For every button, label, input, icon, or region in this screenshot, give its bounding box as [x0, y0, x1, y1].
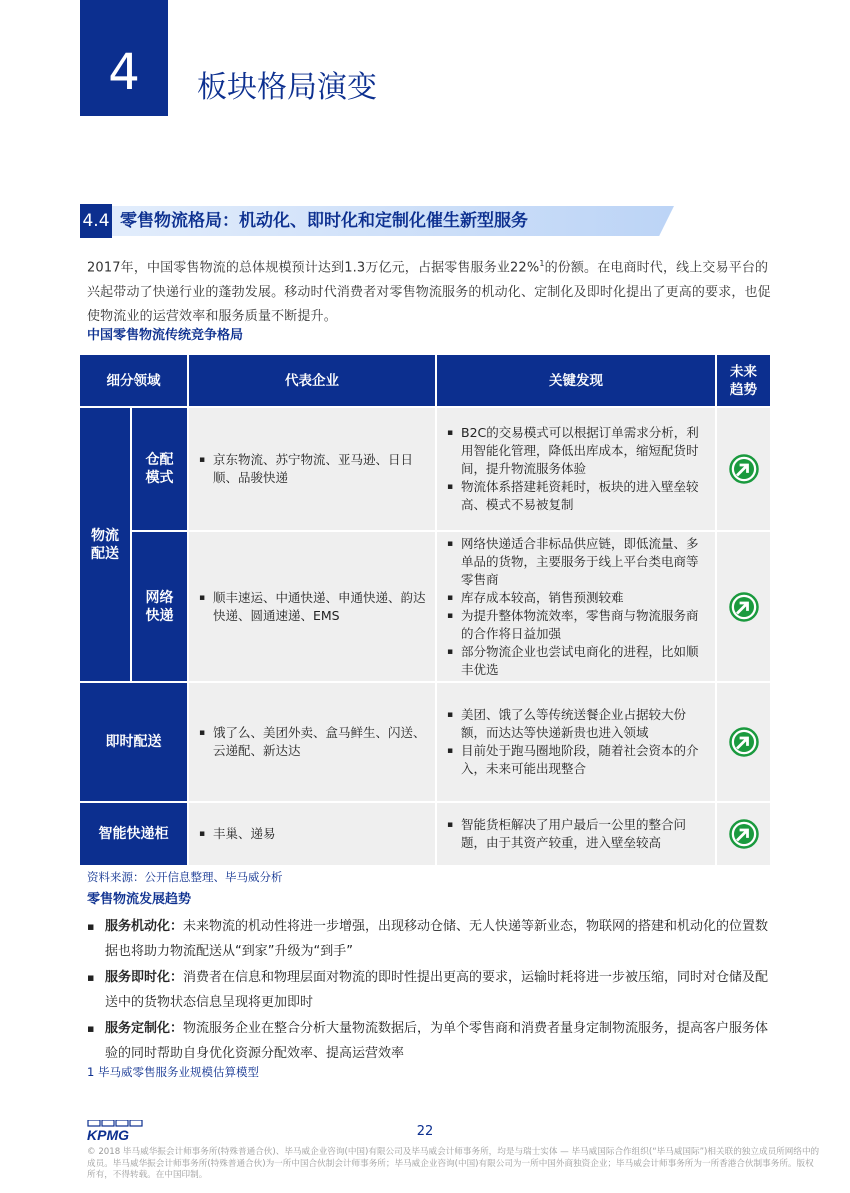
list-item: ▪ B2C的交易模式可以根据订单需求分析，利用智能化管理，降低出库成本，缩短配货时间，提升物流服务体验	[447, 424, 709, 478]
companies-row-1	[189, 408, 435, 530]
list-item: ▪ 美团、饿了么等传统送餐企业占据较大份额，而达达等快递新贵也进入领域	[447, 706, 709, 742]
trend-row-4	[717, 803, 770, 865]
intro-text-2: 的份额。在电商时代，线上交易平台的兴起带动了快递行业的蓬勃发展。移动时代消费者对零售物流服务的机动化、定制化及即时化提出了更高的要求，也促使物流业的运营效率和服务质量不断提升。	[87, 260, 771, 325]
segment-instant-delivery: 即时配送	[80, 683, 187, 801]
trend-row-1	[717, 408, 770, 530]
chapter-number-box	[80, 0, 168, 116]
group-logistics-delivery: 物流配送	[80, 408, 130, 681]
trend-label: 服务定制化：	[105, 1021, 184, 1036]
copyright-notice: © 2018 毕马威华振会计师事务所(特殊普通合伙)、毕马威企业咨询(中国)有限公司及毕马威会计师事务所，均是与瑞士实体 — 毕马威国际合作组织(“毕马威国际”)相关联的独立成员所网络中的成员。毕马威华振会计师事务所(特殊普通合伙)为一所中国合伙制会计师事务所；毕马威企业咨询(中国)有限公司为一所中国外商独资企业；毕马威会计师事务所为一所香港合伙制事务所。版权所有，不得转载。在中国印制。	[87, 1147, 820, 1180]
trend-text: 消费者在信息和物理层面对物流的即时性提出更高的要求，运输时耗将进一步被压缩，同时对仓储及配送中的货物状态信息呈现将更加即时	[105, 970, 769, 1010]
list-item: ▪ 顺丰速运、中通快递、申通快递、韵达快递、圆通速递、EMS	[199, 589, 429, 625]
trend-row-3	[717, 683, 770, 801]
logo-text: KPMG	[87, 1127, 129, 1142]
trends-title: 零售物流发展趋势	[87, 892, 192, 907]
list-item: ▪ 物流体系搭建耗资耗时，板块的进入壁垒较高、模式不易被复制	[447, 478, 709, 514]
findings-row-1	[437, 408, 715, 530]
list-item: ▪ 智能货柜解决了用户最后一公里的整合问题，由于其资产较重，进入壁垒较高	[447, 816, 709, 852]
trends-list	[87, 914, 777, 1067]
intro-paragraph	[87, 252, 771, 330]
list-item: ▪ 京东物流、苏宁物流、亚马逊、日日顺、品骏快递	[199, 451, 429, 487]
page-number: 22	[416, 1124, 434, 1139]
list-item	[87, 965, 777, 1015]
companies-row-4	[189, 803, 435, 865]
list-item: ▪ 饿了么、美团外卖、盒马鲜生、闪送、云递配、新达达	[199, 724, 429, 760]
footnote-ref: 1	[539, 259, 545, 268]
trend-label: 服务机动化：	[105, 919, 184, 934]
chapter-title: 板块格局演变	[197, 70, 377, 105]
segment-warehouse-delivery: 仓配模式	[132, 408, 187, 530]
trend-text: 物流服务企业在整合分析大量物流数据后，为单个零售商和消费者量身定制物流服务，提高客户服务体验的同时帮助自身优化资源分配效率、提高运营效率	[105, 1021, 769, 1061]
header-segment: 细分领域	[80, 355, 187, 406]
header-findings: 关键发现	[437, 355, 715, 406]
intro-text-1: 2017年，中国零售物流的总体规模预计达到1.3万亿元，占据零售服务业22%	[87, 260, 540, 276]
trend-text: 未来物流的机动性将进一步增强，出现移动仓储、无人快递等新业态，物联网的搭建和机动化的位置数据也将助力物流配送从“到家”升级为“到手”	[105, 919, 769, 959]
up-arrow-icon	[729, 727, 759, 757]
up-arrow-icon	[729, 454, 759, 484]
findings-row-4	[437, 803, 715, 865]
header-companies: 代表企业	[189, 355, 435, 406]
segment-smart-locker: 智能快递柜	[80, 803, 187, 865]
findings-row-2	[437, 532, 715, 681]
list-item: ▪ 目前处于跑马圈地阶段，随着社会资本的介入，未来可能出现整合	[447, 742, 709, 778]
section-number: 4.4	[80, 204, 112, 238]
findings-row-3	[437, 683, 715, 801]
list-item: ▪ 网络快递适合非标品供应链，即低流量、多单品的货物，主要服务于线上平台类电商等零售商	[447, 535, 709, 589]
table-source: 资料来源：公开信息整理、毕马威分析	[87, 870, 283, 884]
footnote: 1 毕马威零售服务业规模估算模型	[87, 1065, 259, 1079]
list-item: ▪ 库存成本较高，销售预测较难	[447, 589, 709, 607]
trend-row-2	[717, 532, 770, 681]
list-item: ▪ 为提升整体物流效率，零售商与物流服务商的合作将日益加强	[447, 607, 709, 643]
list-item: ▪ 丰巢、递易	[199, 825, 276, 843]
companies-row-2	[189, 532, 435, 681]
segment-network-express: 网络快递	[132, 532, 187, 681]
header-trend: 未来趋势	[717, 355, 770, 406]
up-arrow-icon	[729, 592, 759, 622]
list-item: ▪ 部分物流企业也尝试电商化的进程，比如顺丰优选	[447, 643, 709, 679]
chapter-number: 4	[108, 43, 140, 101]
up-arrow-icon	[729, 819, 759, 849]
trend-label: 服务即时化：	[105, 970, 184, 985]
table-caption: 中国零售物流传统竞争格局	[87, 328, 244, 343]
section-title: 零售物流格局：机动化、即时化和定制化催生新型服务	[120, 211, 528, 231]
list-item	[87, 1016, 777, 1066]
companies-row-3	[189, 683, 435, 801]
list-item	[87, 914, 777, 964]
